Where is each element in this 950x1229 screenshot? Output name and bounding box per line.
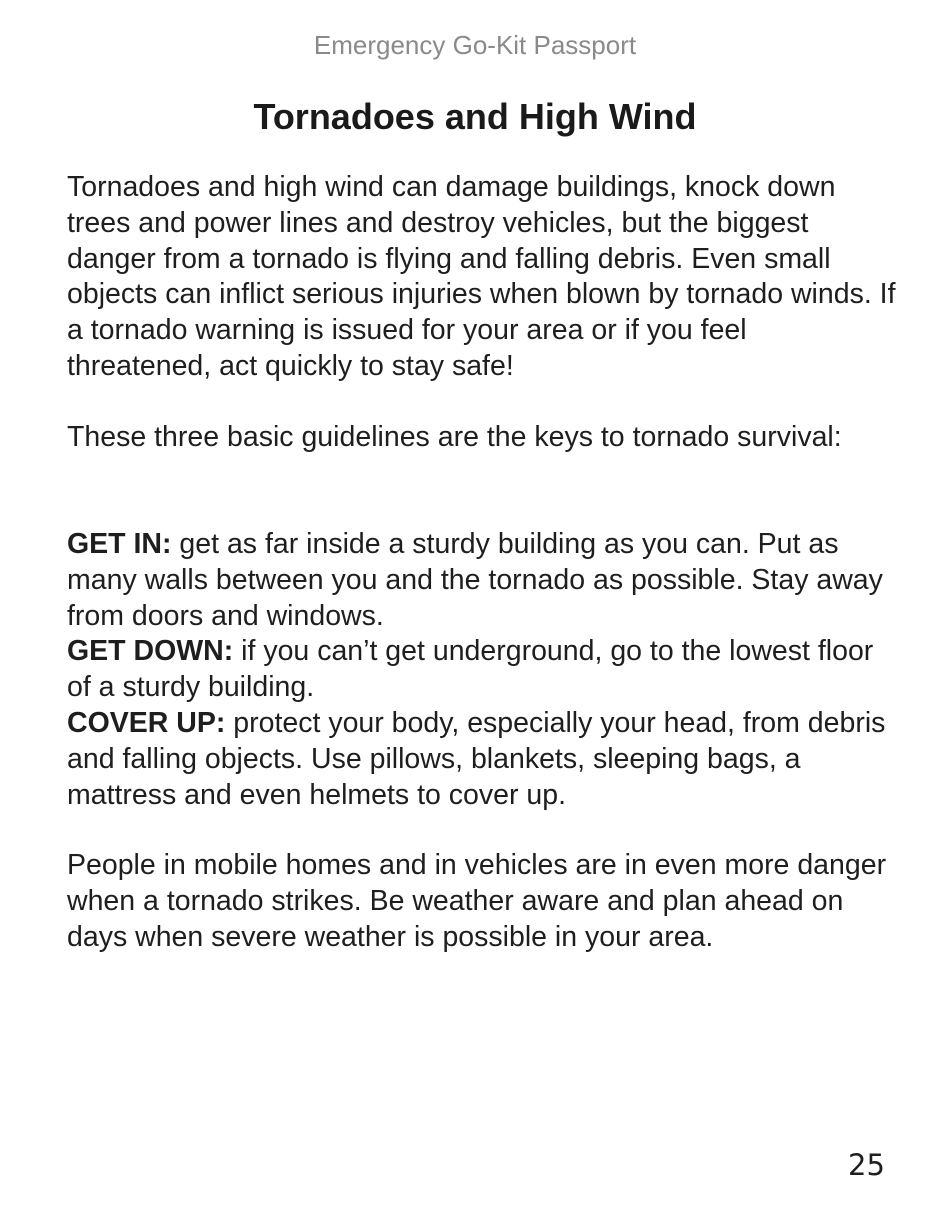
closing-text: People in mobile homes and in vehicles are in even more danger when a tornado strikes. Be weather aware and plan ahead on days when severe weather is possible in your area. — [67, 849, 887, 953]
intro-paragraph — [67, 170, 897, 385]
running-header: Emergency Go-Kit Passport — [313, 30, 637, 60]
guideline-label: COVER UP: — [67, 706, 226, 739]
intro-text: Tornadoes and high wind can damage buildings, knock down trees and power lines and destroy vehicles, but the biggest danger from a tornado is flying and falling debris. Even small objects can inflict serious injuries when blown by tornado winds. If a tornado warning is issued for your area or if you feel threatened, act quickly to stay safe! — [67, 171, 896, 382]
guideline-text: if you can’t get underground, go to the lowest floor of a sturdy building. — [67, 635, 874, 704]
guideline-label: GET DOWN: — [67, 635, 234, 668]
guideline-cover-up — [67, 706, 897, 813]
guideline-label: GET IN: — [67, 528, 172, 560]
guideline-get-in — [67, 527, 897, 634]
guideline-get-down — [67, 634, 897, 706]
guidelines-list — [67, 527, 897, 813]
guidelines-intro-text: These three basic guidelines are the keys to tornado survival: — [67, 421, 842, 453]
guidelines-intro-paragraph — [67, 420, 897, 456]
page-number: 25 — [848, 1148, 885, 1182]
closing-paragraph — [67, 848, 897, 955]
guideline-text: get as far inside a sturdy building as you can. Put as many walls between you and the tornado as possible. Stay away from doors and windows. — [67, 528, 883, 632]
page-title: Tornadoes and High Wind — [253, 96, 697, 137]
guideline-text: protect your body, especially your head, from debris and falling objects. Use pillows, blankets, sleeping bags, a mattress and even helmets to cover up. — [67, 706, 886, 811]
